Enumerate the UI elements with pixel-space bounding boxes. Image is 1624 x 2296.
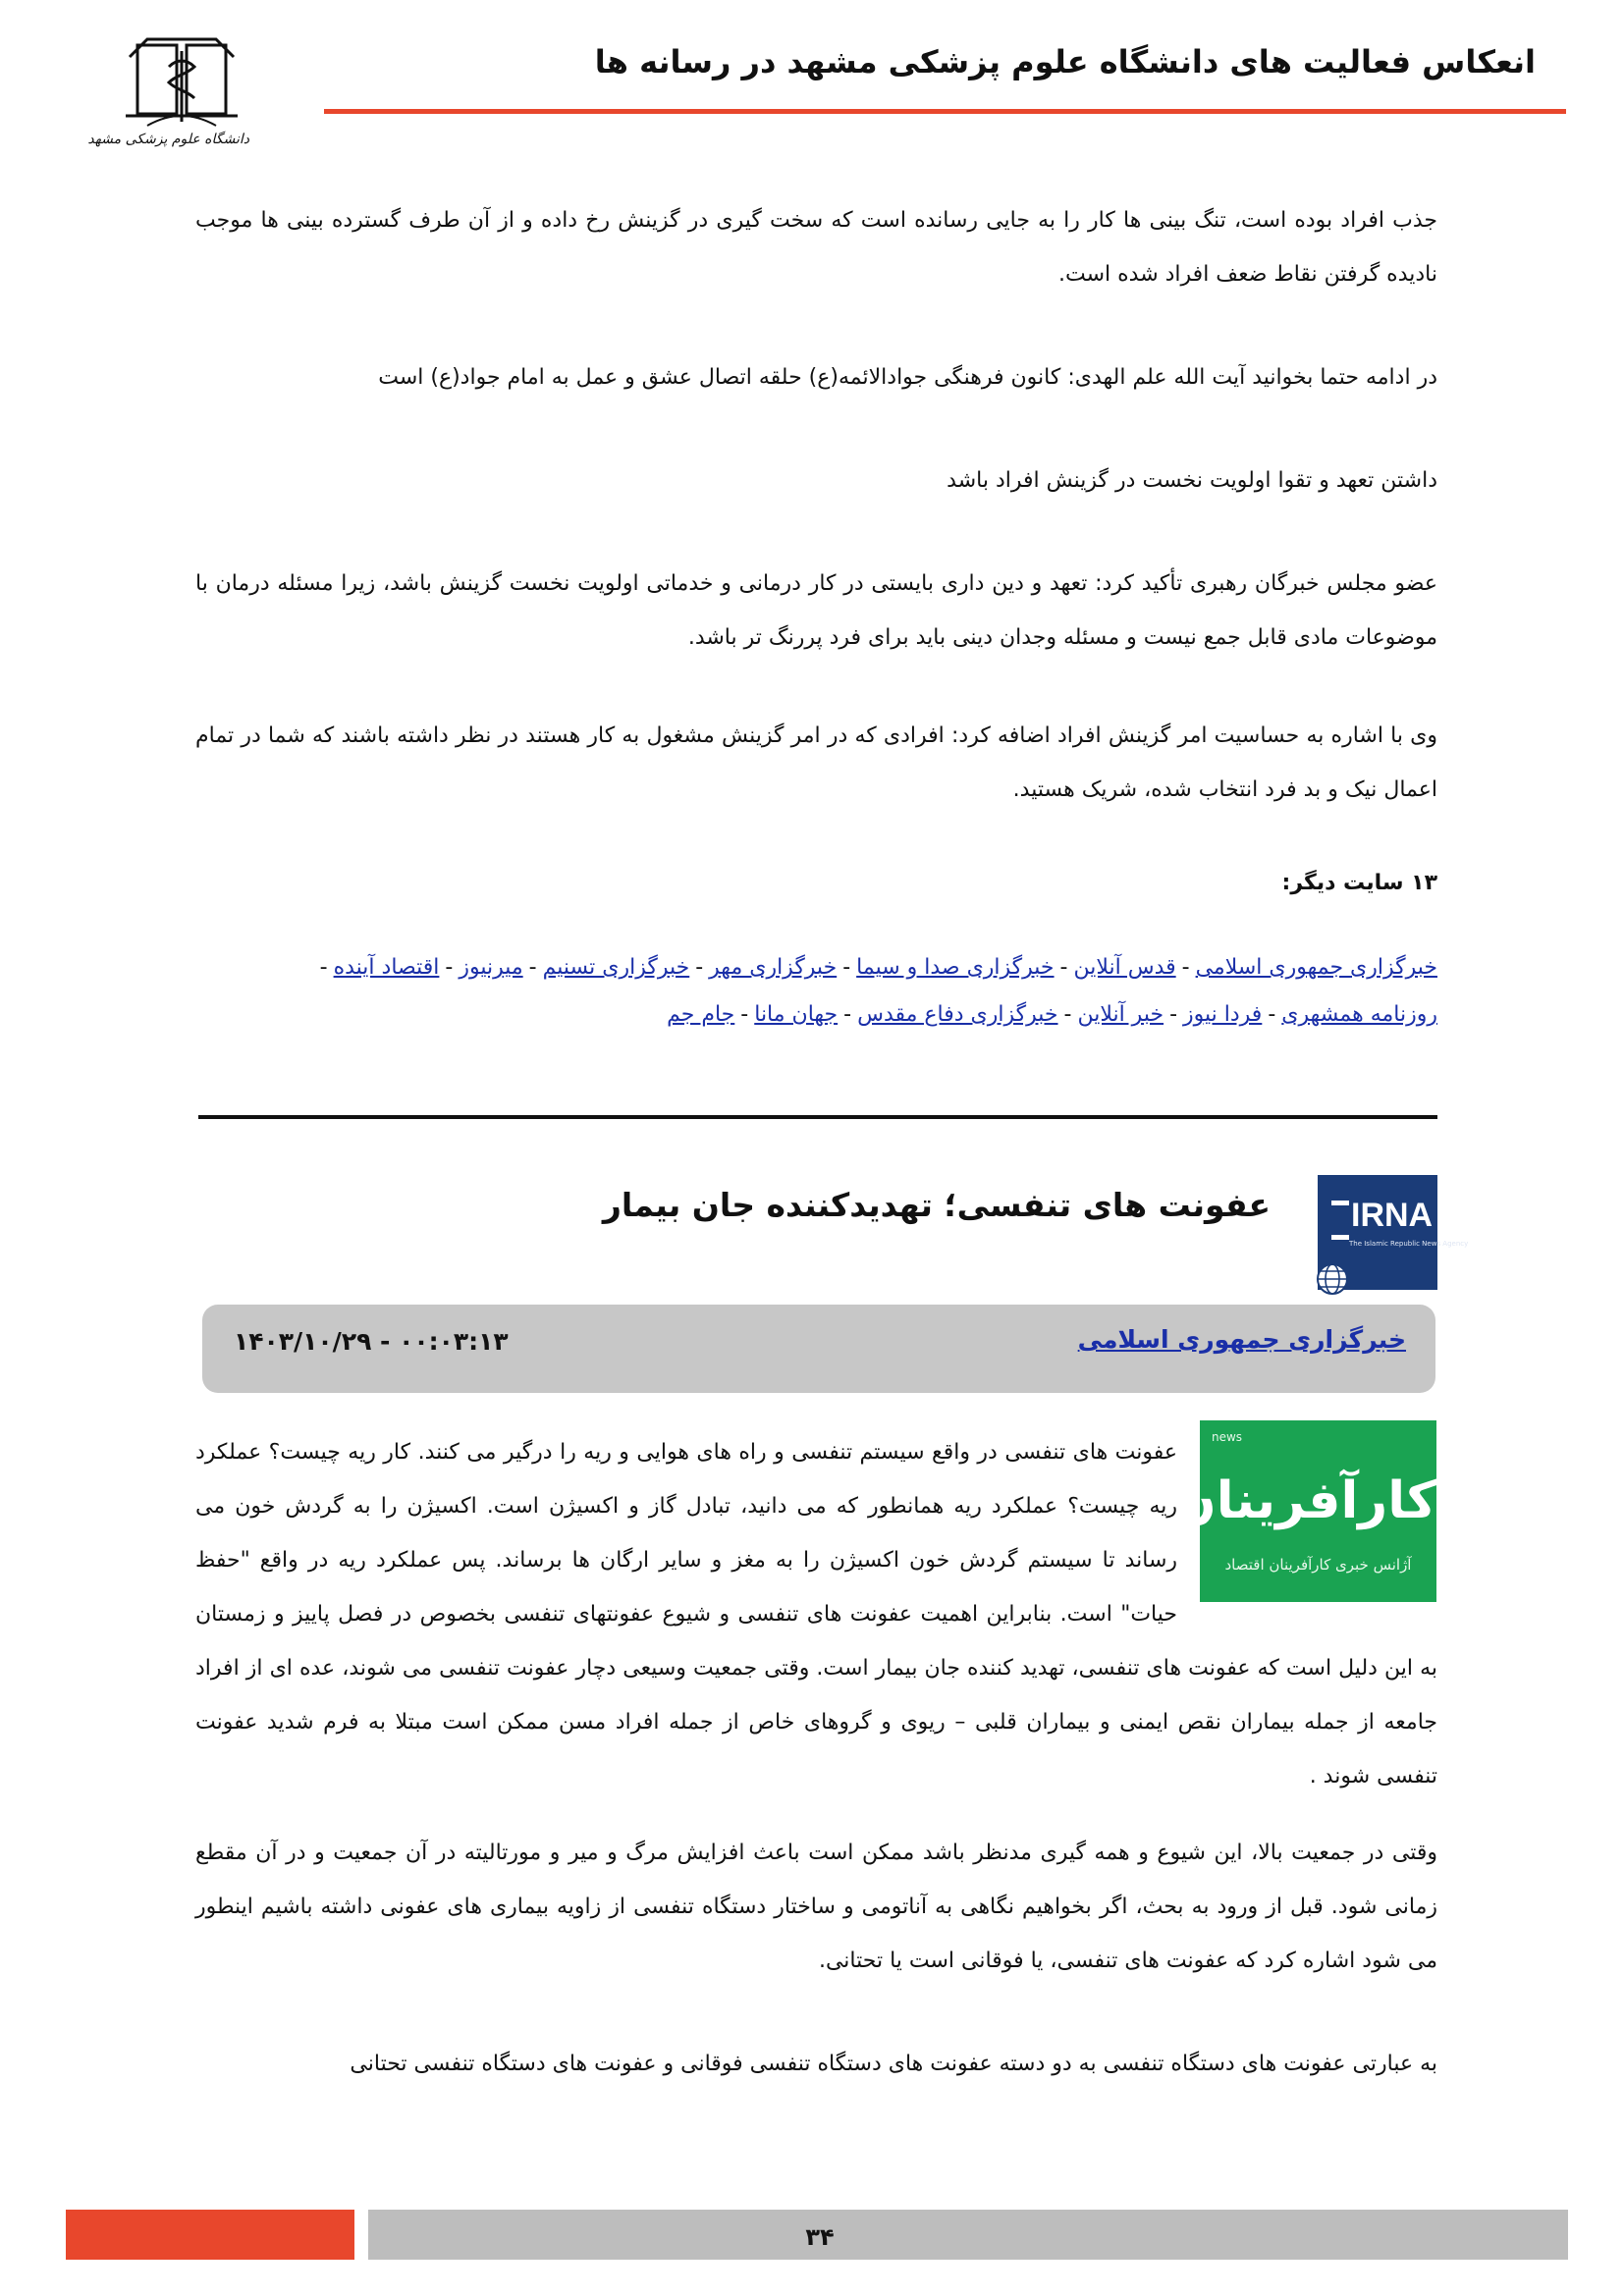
other-site-link[interactable]: جام جم: [667, 1002, 735, 1027]
other-site-link[interactable]: اقتصاد آینده: [333, 955, 440, 980]
body-paragraph: جذب افراد بوده است، تنگ بینی ها کار را به جایی رسانده است که سخت گیری در گزینش رخ داده و از آن طرف گسترده بینی ها موجب نادیده گرفتن نقاط ضعف افراد شده است.: [195, 208, 1437, 287]
article-title: عفونت های تنفسی؛ تهدیدکننده جان بیمار: [602, 1186, 1271, 1224]
header-divider: [324, 109, 1566, 114]
link-separator: -: [1063, 1002, 1072, 1027]
link-separator: -: [842, 955, 851, 980]
other-site-link[interactable]: فردا نیوز: [1183, 1002, 1263, 1027]
link-separator: -: [1169, 1002, 1178, 1027]
article-paragraph: به عبارتی عفونت های دستگاه تنفسی به دو دسته عفونت های دستگاه تنفسی فوقانی و عفونت های دستگاه تنفسی تحتانی: [350, 2052, 1437, 2076]
karafarinan-logo-text: کارآفرینان: [1172, 1471, 1436, 1530]
karafarinan-logo-subtext: آژانس خبری کارآفرینان اقتصاد: [1224, 1556, 1412, 1574]
other-site-link[interactable]: خبرگزاری دفاع مقدس: [857, 1002, 1058, 1027]
link-separator: -: [1059, 955, 1068, 980]
section-divider: [198, 1115, 1437, 1119]
link-separator: -: [1268, 1002, 1276, 1027]
page-header-title: انعکاس فعالیت های دانشگاه علوم پزشکی مشهد در رسانه ها: [594, 43, 1536, 80]
article-date-time: ۱۴۰۳/۱۰/۲۹ - ۰۰:۰۳:۱۳: [234, 1327, 509, 1356]
globe-icon: [1316, 1262, 1349, 1296]
link-separator: -: [319, 955, 328, 980]
other-site-link[interactable]: خبرگزاری صدا و سیما: [856, 955, 1055, 980]
body-paragraph: عضو مجلس خبرگان رهبری تأکید کرد: تعهد و دین داری بایستی در کار درمانی و خدماتی اولویت نخست گزینش باشد، زیرا مسئله درمان با موضوعات مادی قابل جمع نیست و مسئله وجدان دینی باید برای فرد پررنگ تر باشد.: [195, 571, 1437, 650]
link-separator: -: [843, 1002, 852, 1027]
other-site-link[interactable]: میرنیوز: [459, 955, 523, 980]
university-logo: [87, 37, 255, 163]
body-paragraph: در ادامه حتما بخوانید آیت الله علم الهدی: کانون فرهنگی جوادالائمه(ع) حلقه اتصال عشق و عمل به امام جواد(ع) است: [378, 365, 1437, 390]
link-separator: -: [740, 1002, 749, 1027]
irna-logo: [1318, 1175, 1469, 1290]
footer-red-bar: [66, 2210, 354, 2260]
link-separator: -: [695, 955, 704, 980]
karafarinan-logo-top: news: [1212, 1430, 1243, 1444]
other-site-link[interactable]: جهان مانا: [754, 1002, 839, 1027]
irna-logo-subtext: The Islamic Republic News Agency: [1349, 1240, 1469, 1248]
link-separator: -: [528, 955, 537, 980]
irna-mark-icon: [1331, 1201, 1349, 1240]
body-paragraph: داشتن تعهد و تقوا اولویت نخست در گزینش افراد باشد: [947, 468, 1437, 493]
article-paragraph: [195, 1425, 1437, 1803]
other-site-link[interactable]: خبرگزاری جمهوری اسلامی: [1195, 955, 1437, 980]
other-sites-links: [195, 944, 1437, 1039]
article-paragraph-text: عفونت های تنفسی در واقع سیستم تنفسی و راه های هوایی و ریه را درگیر می کنند. کار ریه چیست؟ عملکرد ریه چیست؟ عملکرد ریه همانطور که می دانید، تبادل گاز و اکسیژن است. اکسیژن را به گردش خون می رساند تا سیستم گردش خون اکسیژن را به مغز و سایر ارگان ها برساند. پس عملکرد ریه در واقع "حفظ حیات" است. بنابراین اهمیت عفونت های تنفسی و شیوع عفونتهای تنفسی بخصوص در فصل پاییز و زمستان به این دلیل است که عفونت های تنفسی، تهدید کننده جان بیمار است. وقتی جمعیت وسیعی دچار عفونت تنفسی می شوند، عده ای از افراد جامعه از جمله بیماران نقص ایمنی و بیماران قلبی – ریوی و گروهای خاص از جمله افراد مسن ممکن است مبتلا به فرم شدید عفونت تنفسی شوند .: [195, 1440, 1437, 1789]
link-separator: -: [1181, 955, 1190, 980]
article-paragraph: وقتی در جمعیت بالا، این شیوع و همه گیری مدنظر باشد ممکن است باعث افزایش مرگ و میر و مورتالیته در آن جمعیت و در آن مقطع زمانی شود. قبل از ورود به بحث، اگر بخواهیم نگاهی به آناتومی و ساختار دستگاه تنفسی از زاویه بیماری های عفونی داشته باشیم اینطور می شود اشاره کرد که عفونت های تنفسی، یا فوقانی است یا تحتانی.: [195, 1841, 1437, 1973]
footer-gray-bar: [368, 2210, 1568, 2260]
other-site-link[interactable]: خبر آنلاین: [1077, 1002, 1164, 1027]
other-site-link[interactable]: قدس آنلاین: [1073, 955, 1176, 980]
image-space: [1172, 1425, 1437, 1617]
irna-logo-text: IRNA: [1351, 1197, 1434, 1234]
body-paragraph: وی با اشاره به حساسیت امر گزینش افراد اضافه کرد: افرادی که در امر گزینش مشغول به کار هستند در نظر داشته باشند که شما در تمام اعمال نیک و بد فرد انتخاب شده، شریک هستید.: [195, 723, 1437, 802]
other-site-link[interactable]: روزنامه همشهری: [1281, 1002, 1437, 1027]
other-site-link[interactable]: خبرگزاری تسنیم: [542, 955, 690, 980]
other-sites-label: ۱۳ سایت دیگر:: [1281, 871, 1437, 895]
logo-caption: دانشگاه علوم پزشکی مشهد: [87, 132, 249, 147]
page-number: ۳۴: [805, 2223, 835, 2251]
other-site-link[interactable]: خبرگزاری مهر: [709, 955, 838, 980]
article-source-link[interactable]: خبرگزاری جمهوری اسلامی: [1077, 1325, 1406, 1354]
link-separator: -: [445, 955, 454, 980]
